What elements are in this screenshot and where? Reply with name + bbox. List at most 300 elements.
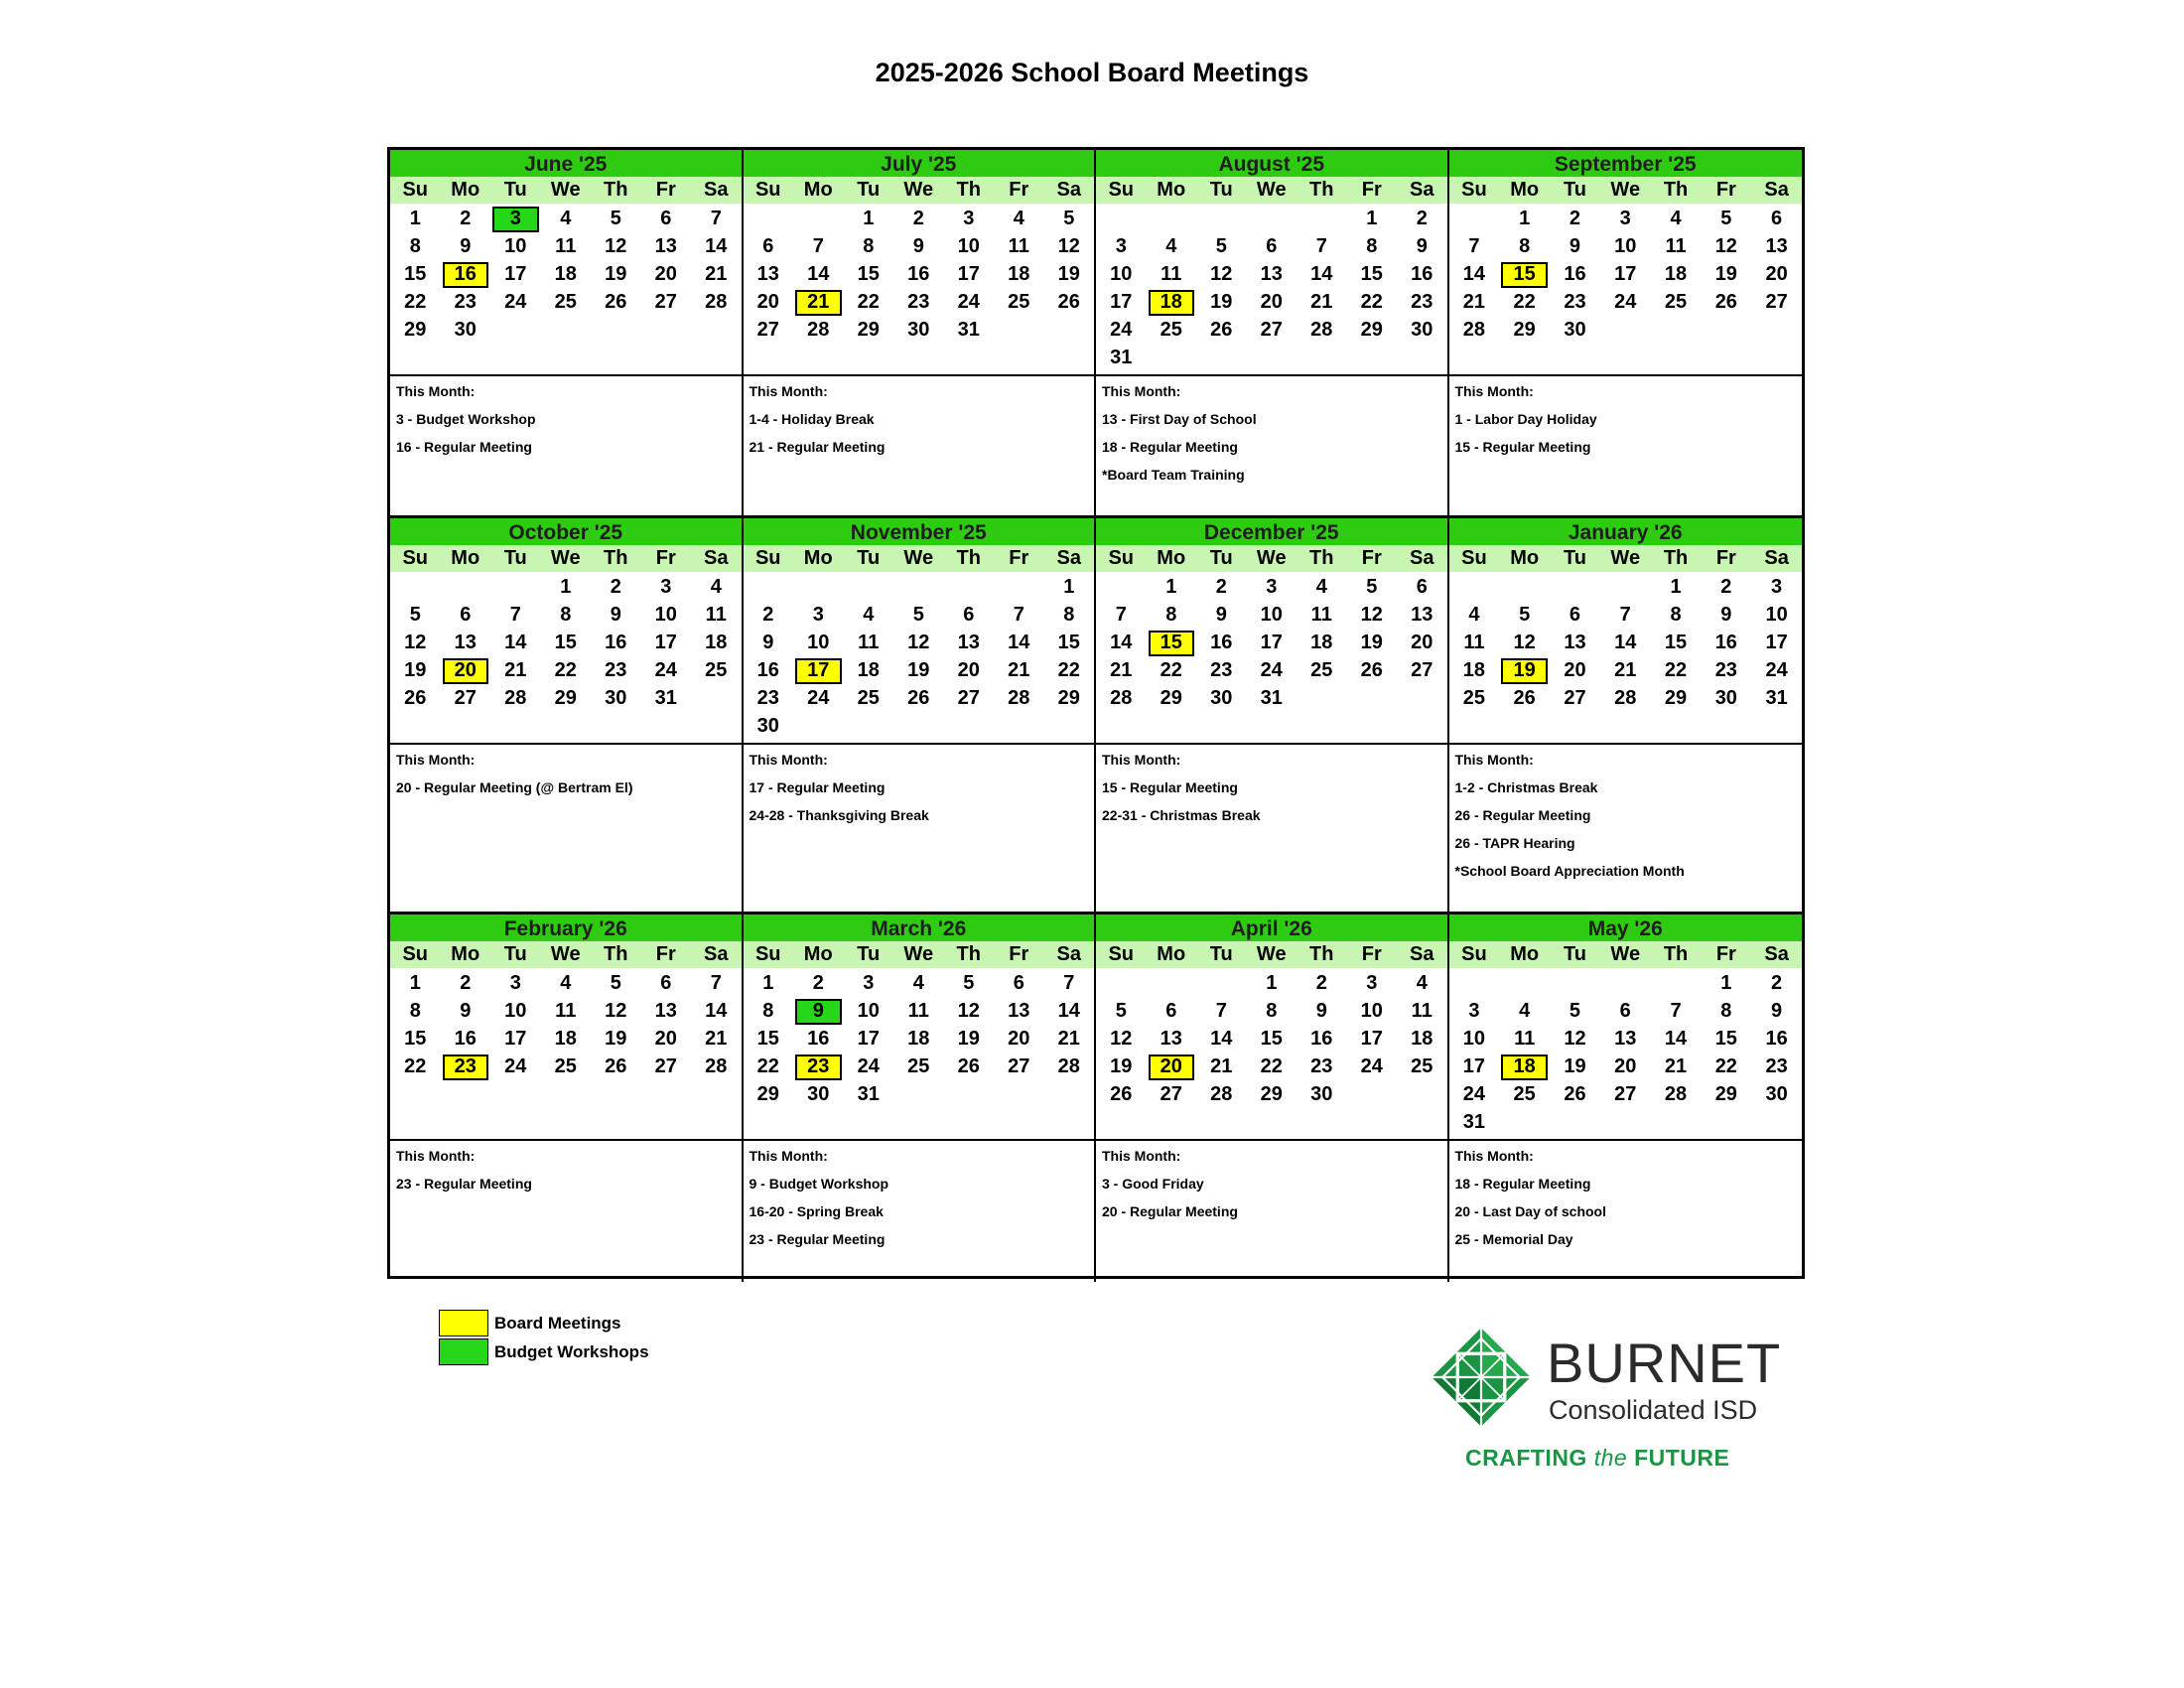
calendar-day: 5 [610,972,621,994]
calendar-day: 14 [1664,1028,1688,1050]
calendar-day: 8 [762,1000,774,1022]
calendar-day: 23 [1714,659,1737,681]
calendar-day: 27 [1765,291,1788,313]
calendar-day: 14 [807,263,830,285]
calendar-day: 2 [1569,208,1581,229]
calendar-day: 16 [1310,1028,1333,1050]
calendar-day: 11 [1463,632,1485,653]
month-header: March '26 [744,914,1095,941]
calendar-day: 27 [654,291,677,313]
weekday-label: Fr [655,547,676,569]
weekday-label: Th [604,179,628,201]
calendar-day: 24 [957,291,980,313]
calendar-day: 15 [1360,263,1383,285]
calendar-day: 21 [705,263,728,285]
calendar-day: 4 [1416,972,1428,994]
weekday-label: We [1610,179,1641,201]
calendar-day: 15 [1260,1028,1283,1050]
calendar-day: 11 [555,235,577,257]
weekday-label: Sa [1764,179,1789,201]
calendar-day: 6 [762,235,774,257]
blank-day [793,207,844,232]
weekday-label: Tu [1563,179,1586,201]
calendar-day: 8 [1266,1000,1278,1022]
note-item: 20 - Regular Meeting (@ Bertram El) [396,779,633,795]
calendar-day: 15 [1714,1028,1737,1050]
calendar-day: 28 [1310,319,1333,341]
calendar-day: 10 [1360,1000,1383,1022]
weekday-label: Fr [1009,943,1029,965]
blank-day [490,575,541,601]
calendar-day: 6 [1619,1000,1631,1022]
blank-day [1550,971,1600,997]
calendar-day: 3 [1366,972,1378,994]
calendar-day: 16 [1714,632,1737,653]
calendar-day: 24 [857,1055,880,1077]
calendar-day: 6 [1416,576,1428,598]
calendar-day: 20 [654,1028,677,1050]
calendar-day: 28 [1110,687,1133,709]
weekday-label: Su [754,547,781,569]
calendar-day: 8 [1720,1000,1732,1022]
month-header: December '25 [1096,518,1447,545]
weekday-label: Fr [1361,943,1382,965]
blank-day [1096,575,1147,601]
calendar-day: 30 [1210,687,1233,709]
calendar-day: 13 [1160,1028,1182,1050]
calendar-day: 18 [1462,659,1486,681]
weekday-label: Tu [503,179,527,201]
calendar-day: 1 [1720,972,1732,994]
calendar-day: 1 [409,208,421,229]
weekday-label: Sa [1410,943,1434,965]
calendar-day: 12 [907,632,930,653]
calendar-day: 26 [957,1055,980,1077]
calendar-day: 4 [710,576,722,598]
calendar-day: 20 [654,263,677,285]
calendar-day: 13 [654,1000,677,1022]
calendar-day: 26 [907,687,930,709]
calendar-day: 8 [1165,604,1177,626]
calendar-day: 25 [1310,659,1333,681]
calendar-day: 3 [509,972,521,994]
month-notes [1449,376,1803,518]
calendar-day: 16 [1564,263,1586,285]
calendar-day: 4 [1315,576,1327,598]
date-grid [1096,968,1447,1109]
note-item: 3 - Budget Workshop [396,411,536,427]
calendar-day: 25 [1664,291,1688,313]
calendar-day: 17 [1765,632,1788,653]
calendar-day: 3 [660,576,672,598]
calendar-day: 2 [1771,972,1783,994]
calendar-day: 30 [1765,1083,1788,1105]
calendar-day: 6 [1771,208,1783,229]
calendar-day: 7 [1013,604,1024,626]
note-item: 1-2 - Christmas Break [1454,779,1598,795]
weekday-label: Sa [704,179,729,201]
calendar-day: 7 [710,208,722,229]
calendar-day: 24 [1765,659,1788,681]
logo-wordmark: BURNET [1547,1332,1782,1394]
calendar-day: 2 [812,972,824,994]
calendar-day: 7 [710,972,722,994]
calendar-day: 14 [1008,632,1030,653]
weekday-label: Tu [503,943,527,965]
calendar-day: 4 [912,972,924,994]
calendar-day: 23 [454,291,477,313]
weekday-label: Mo [803,547,833,569]
calendar-day: 6 [1165,1000,1177,1022]
calendar-day: 25 [1008,291,1030,313]
blank-day [744,575,794,601]
weekday-label: Fr [1009,547,1029,569]
calendar-day: 25 [857,687,880,709]
calendar-day: 24 [654,659,677,681]
calendar-day: 28 [1008,687,1030,709]
calendar-day: 12 [1360,604,1383,626]
calendar-day: 24 [1260,659,1283,681]
calendar-day: 12 [1110,1028,1133,1050]
calendar-day: 13 [1260,263,1283,285]
calendar-day: 2 [1215,576,1227,598]
blank-day [793,575,844,601]
calendar-day: 27 [957,687,980,709]
notes-heading: This Month: [1102,752,1181,768]
calendar-day: 16 [1411,263,1433,285]
blank-day [844,575,894,601]
calendar-day: 6 [660,208,672,229]
calendar-day: 8 [560,604,572,626]
calendar-day: 9 [762,632,774,653]
month-header: April '26 [1096,914,1447,941]
calendar-day: 13 [454,632,477,653]
weekday-label: Tu [1209,179,1233,201]
month-header: October '25 [390,518,742,545]
calendar-day: 5 [409,604,421,626]
calendar-day: 4 [1013,208,1024,229]
note-item: 3 - Good Friday [1102,1176,1204,1192]
calendar-day: 26 [1110,1083,1133,1105]
tagline-part-2: the [1593,1445,1628,1471]
weekday-label: We [1256,547,1287,569]
note-item: 1-4 - Holiday Break [749,411,875,427]
calendar-day: 13 [654,235,677,257]
calendar-day: 4 [1670,208,1682,229]
calendar-day: 9 [610,604,621,626]
month-notes [744,376,1097,518]
weekday-header-row [744,545,1095,572]
date-grid [390,968,742,1081]
calendar-day: 14 [504,632,527,653]
notes-heading: This Month: [396,752,476,768]
calendar-day: 10 [504,1000,527,1022]
month-notes [1096,376,1449,518]
date-grid [390,204,742,345]
calendar-day: 26 [1564,1083,1586,1105]
weekday-header-row [390,941,742,968]
weekday-label: Fr [655,179,676,201]
note-item: 23 - Regular Meeting [749,1231,886,1247]
calendar-day: 29 [1714,1083,1737,1105]
calendar-day: 2 [460,208,472,229]
calendar-day: 16 [1210,632,1233,653]
calendar-day: 15 [857,263,880,285]
weekday-label: Su [1108,179,1135,201]
weekday-label: Fr [1361,179,1382,201]
calendar-day: 12 [605,1000,627,1022]
blank-day [1096,971,1147,997]
calendar-day: 23 [1564,291,1586,313]
month-calendar [744,914,1097,1141]
calendar-day: 13 [756,263,779,285]
calendar-day: 30 [454,319,477,341]
blank-day [1651,971,1702,997]
weekday-label: Mo [451,547,480,569]
calendar-day: 11 [705,604,727,626]
blank-day [1297,207,1347,232]
date-grid [1096,204,1447,372]
weekday-label: Fr [1715,547,1736,569]
month-calendar [390,518,744,745]
weekday-label: Su [402,943,429,965]
blank-day [1449,575,1500,601]
weekday-label: Sa [1764,943,1789,965]
calendar-day: 20 [957,659,980,681]
calendar-day: 15 [404,263,427,285]
calendar-day: 5 [912,604,924,626]
calendar-day: 5 [1569,1000,1581,1022]
calendar-day: 14 [705,235,728,257]
weekday-label: Mo [803,943,833,965]
weekday-label: Su [402,179,429,201]
weekday-label: Tu [857,943,881,965]
month-calendar [1096,914,1449,1141]
weekday-label: Th [1309,943,1334,965]
calendar-day: 4 [560,972,572,994]
calendar-day: 29 [756,1083,779,1105]
legend [439,1309,649,1366]
weekday-header-row [744,941,1095,968]
calendar-day: 31 [654,687,677,709]
weekday-label: Mo [1157,179,1186,201]
weekday-label: We [1610,547,1641,569]
calendar-day: 22 [1664,659,1688,681]
notes-heading: This Month: [396,1148,476,1164]
calendar-day: 24 [504,291,527,313]
month-notes [390,1141,744,1282]
calendar-day: 19 [605,263,627,285]
calendar-day: 5 [1115,1000,1127,1022]
blank-day [441,575,491,601]
calendar-day: 7 [1315,235,1327,257]
calendar-day: 14 [1310,263,1333,285]
calendar-day: 3 [863,972,875,994]
calendar-day: 26 [1057,291,1080,313]
month-calendar [390,914,744,1141]
blank-day [994,575,1044,601]
calendar-day: 29 [1260,1083,1283,1105]
legend-item-meetings [439,1309,649,1337]
calendar-day: 20 [1411,632,1433,653]
weekday-label: Mo [451,179,480,201]
weekday-label: Th [956,547,981,569]
calendar-day: 27 [1411,659,1433,681]
calendar-day: 23 [756,687,779,709]
calendar-day: 17 [504,263,527,285]
calendar-day: 23 [605,659,627,681]
calendar-day: 17 [957,263,980,285]
date-grid [744,204,1095,345]
calendar-day: 12 [1513,632,1536,653]
note-item: 22-31 - Christmas Break [1102,807,1261,823]
calendar-day: 27 [1564,687,1586,709]
calendar-day: 27 [1008,1055,1030,1077]
calendar-day: 15 [1664,632,1688,653]
calendar-day: 26 [1210,319,1233,341]
note-item: *Board Team Training [1102,467,1245,483]
weekday-label: Sa [1410,547,1434,569]
weekday-label: Su [1108,943,1135,965]
blank-day [1147,971,1197,997]
calendar-day: 9 [912,235,924,257]
calendar-day: 11 [1411,1000,1433,1022]
calendar-day: 29 [1160,687,1182,709]
calendar-day: 25 [1160,319,1182,341]
calendar-day: 10 [957,235,980,257]
weekday-label: Fr [1715,179,1736,201]
note-item: 16-20 - Spring Break [749,1203,884,1219]
calendar-day: 30 [1564,319,1586,341]
calendar-day: 10 [1260,604,1283,626]
calendar-day: 1 [409,972,421,994]
weekday-label: Th [1663,943,1689,965]
calendar-day: 20 [756,291,779,313]
month-calendar [744,150,1097,376]
weekday-label: Mo [1510,943,1540,965]
calendar-day: 25 [1513,1083,1536,1105]
calendar-day: 5 [610,208,621,229]
calendar-day: 18 [1664,263,1688,285]
calendar-day-meeting: 19 [1501,658,1548,684]
calendar-day: 20 [1564,659,1586,681]
calendar-day: 28 [705,291,728,313]
calendar-day: 22 [1714,1055,1737,1077]
calendar-day-meeting: 16 [443,262,489,288]
month-header: September '25 [1449,150,1803,177]
calendar-day: 13 [1008,1000,1030,1022]
month-notes [744,1141,1097,1282]
calendar-day: 19 [1564,1055,1586,1077]
calendar-day: 29 [1057,687,1080,709]
weekday-label: Tu [1563,943,1586,965]
blank-day [1499,575,1550,601]
calendar-day: 2 [1315,972,1327,994]
weekday-label: We [550,943,581,965]
calendar-day: 13 [1564,632,1586,653]
calendar-day: 4 [1165,235,1177,257]
calendar-day: 8 [863,235,875,257]
calendar-day: 20 [1614,1055,1637,1077]
calendar-day: 6 [460,604,472,626]
calendar-day: 21 [1008,659,1030,681]
weekday-label: Tu [1563,547,1586,569]
calendar-day: 28 [1057,1055,1080,1077]
date-grid [1449,204,1803,345]
calendar-day: 18 [554,263,577,285]
calendar-day: 13 [957,632,980,653]
calendar-day: 27 [454,687,477,709]
calendar-day: 26 [1714,291,1737,313]
month-calendar [1096,150,1449,376]
calendar-day: 7 [509,604,521,626]
note-item: 25 - Memorial Day [1454,1231,1573,1247]
blank-day [1600,971,1651,997]
weekday-label: Su [402,547,429,569]
calendar-day: 13 [1765,235,1788,257]
weekday-label: Su [1461,943,1487,965]
month-header: November '25 [744,518,1095,545]
month-calendar [1096,518,1449,745]
logo-tagline [1465,1445,1729,1472]
calendar-day: 9 [1215,604,1227,626]
note-item: 18 - Regular Meeting [1102,439,1238,455]
calendar-day: 7 [812,235,824,257]
weekday-header-row [1096,545,1447,572]
legend-item-workshops [439,1337,649,1366]
green-diamond-logo-icon [1428,1324,1535,1431]
blank-day [390,575,441,601]
calendar-day: 26 [605,291,627,313]
calendar-day: 17 [1110,291,1133,313]
notes-heading: This Month: [1102,1148,1181,1164]
calendar-day: 14 [705,1000,728,1022]
calendar-day-meeting: 18 [1501,1055,1548,1080]
calendar-day: 16 [1765,1028,1788,1050]
calendar-day: 8 [409,1000,421,1022]
calendar-day: 23 [907,291,930,313]
weekday-label: We [903,547,934,569]
calendar-day: 12 [605,235,627,257]
calendar-day-meeting: 17 [795,658,842,684]
calendar-day: 2 [1416,208,1428,229]
calendar-day: 25 [1411,1055,1433,1077]
calendar-day-meeting: 15 [1501,262,1548,288]
month-notes [1096,1141,1449,1282]
weekday-label: Fr [655,943,676,965]
calendar-day: 21 [1664,1055,1688,1077]
notes-heading: This Month: [1102,383,1181,399]
calendar-day: 10 [857,1000,880,1022]
weekday-label: Tu [503,547,527,569]
note-item: 26 - Regular Meeting [1454,807,1591,823]
calendar-day-meeting: 23 [443,1055,489,1080]
month-notes [390,376,744,518]
calendar-day: 29 [1513,319,1536,341]
calendar-day: 29 [404,319,427,341]
date-grid [1449,968,1803,1137]
calendar-day: 12 [1057,235,1080,257]
calendar-day: 5 [963,972,975,994]
month-notes [1449,1141,1803,1282]
note-item: 15 - Regular Meeting [1454,439,1591,455]
calendar-day: 7 [1115,604,1127,626]
calendar-day: 11 [858,632,880,653]
calendar-day: 22 [1513,291,1536,313]
calendar-day: 31 [1462,1111,1486,1133]
month-calendar [1449,150,1803,376]
calendar-day: 14 [1210,1028,1233,1050]
